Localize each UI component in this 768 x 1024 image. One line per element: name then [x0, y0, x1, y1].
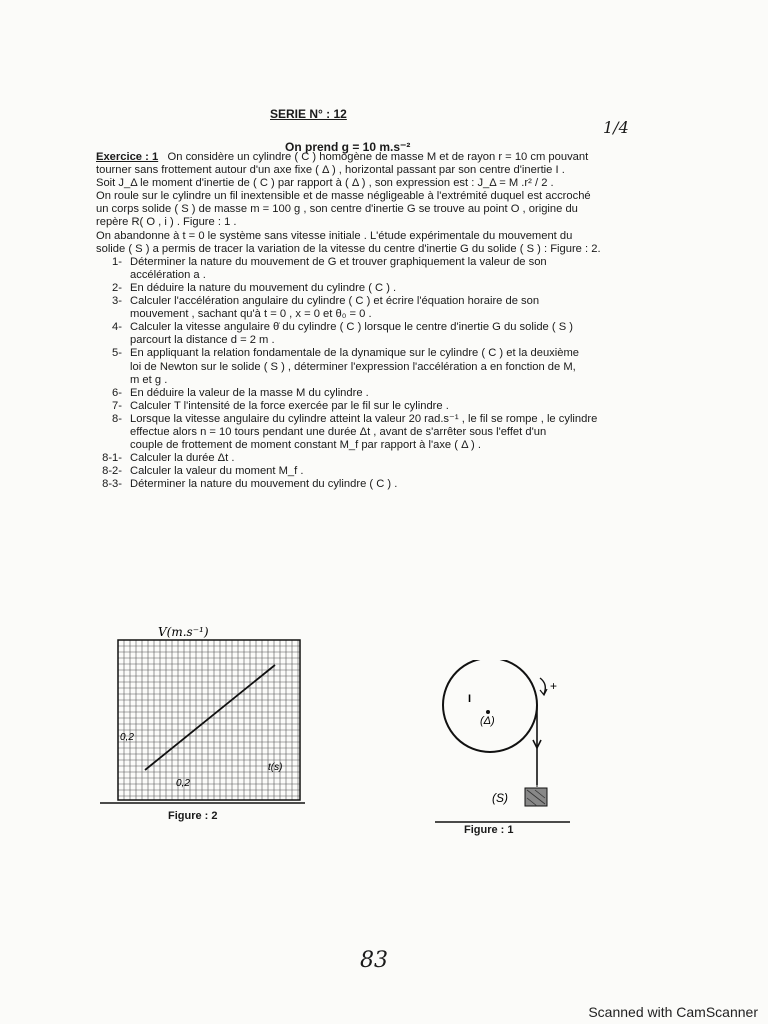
question-line	[96, 347, 696, 360]
intro-line: solide ( S ) a permis de tracer la variation de la vitesse du centre d'inertie G du solide ( S ) : Figure : 2.	[96, 242, 601, 255]
question-number	[96, 308, 130, 321]
question-line	[96, 387, 696, 400]
intro-line: Soit J_Δ le moment d'inertie de ( C ) par rapport à ( Δ ) , son expression est : J_Δ = M .r² / 2 .	[96, 177, 554, 190]
question-text: Calculer la durée Δt .	[130, 452, 235, 465]
figure-1-caption: Figure : 1	[464, 824, 514, 836]
page-marker: 1/4	[603, 118, 629, 137]
question-text: mouvement , sachant qu'à t = 0 , x = 0 et θ₀ = 0 .	[130, 308, 372, 321]
question-line	[96, 269, 696, 282]
question-line	[96, 439, 696, 452]
exercise-first-line	[96, 151, 696, 164]
question-number: 7-	[112, 399, 122, 412]
question-list	[96, 256, 696, 492]
question-number	[96, 426, 130, 439]
axis-label: (Δ)	[480, 715, 495, 727]
question-number	[96, 334, 130, 347]
question-number: 8-3-	[102, 478, 122, 491]
x-tick-label: 0,2	[176, 778, 190, 789]
scanner-watermark: Scanned with CamScanner	[588, 1004, 758, 1020]
question-text: Lorsque la vitesse angulaire du cylindre atteint la valeur 20 rad.s⁻¹ , le fil se rompe , le cylindre	[130, 412, 598, 425]
question-text: loi de Newton sur le solide ( S ) , déterminer l'expression l'accélération a en fonction de M,	[130, 360, 576, 373]
question-number: 1-	[112, 255, 122, 268]
question-text: m et g .	[130, 373, 168, 386]
question-line	[96, 334, 696, 347]
question-number	[96, 269, 130, 282]
y-tick-label: 0,2	[120, 732, 134, 743]
question-number	[96, 374, 130, 387]
y-axis-label: V(m.s⁻¹)	[158, 625, 209, 639]
question-line	[96, 426, 696, 439]
question-text: Calculer la vitesse angulaire θ̇ du cylindre ( C ) lorsque le centre d'inertie G du solide ( S )	[130, 321, 574, 334]
question-line	[96, 282, 696, 295]
question-text: En déduire la nature du mouvement du cylindre ( C ) .	[130, 281, 397, 294]
intro-line: un corps solide ( S ) de masse m = 100 g , son centre d'inertie G se trouve au point O , origine du	[96, 203, 578, 216]
rotation-sign: +	[550, 679, 558, 693]
question-number: 8-2-	[102, 465, 122, 478]
intro-line: On abandonne à t = 0 le système sans vitesse initiale . L'étude expérimentale du mouvement du	[96, 229, 573, 242]
question-text: accélération a .	[130, 268, 206, 281]
question-text: parcourt la distance d = 2 m .	[130, 334, 275, 347]
question-number	[96, 439, 130, 452]
solid-label: (S)	[492, 791, 508, 805]
question-number	[96, 361, 130, 374]
intro-line: On considère un cylindre ( C ) homogène de masse M et de rayon r = 10 cm pouvant	[167, 151, 589, 163]
question-text: Calculer la valeur du moment M_f .	[130, 465, 304, 478]
velocity-graph	[100, 620, 320, 830]
question-number: 8-	[112, 412, 122, 425]
gravity-value: On prend g = 10 m.s⁻²	[285, 140, 411, 154]
question-line	[96, 452, 696, 465]
figure-1	[430, 660, 580, 845]
question-text: effectue alors n = 10 tours pendant une durée Δt , avant de s'arrêter sous l'effet d'un	[130, 425, 547, 438]
question-text: En appliquant la relation fondamentale de la dynamique sur le cylindre ( C ) et la deuxième	[130, 347, 580, 360]
question-line	[96, 465, 696, 478]
question-line	[96, 321, 696, 334]
x-axis-label: t(s)	[268, 762, 283, 773]
question-line	[96, 308, 696, 321]
cylinder-circle	[443, 660, 537, 752]
question-number: 5-	[112, 347, 122, 360]
figure-2-caption: Figure : 2	[168, 810, 218, 822]
question-line	[96, 295, 696, 308]
question-text: Calculer l'accélération angulaire du cylindre ( C ) et écrire l'équation horaire de son	[130, 295, 540, 308]
intro-line: repère R( O , i ) . Figure : 1 .	[96, 216, 237, 229]
question-text: Calculer T l'intensité de la force exercée par le fil sur le cylindre .	[130, 399, 449, 412]
question-number: 2-	[112, 281, 122, 294]
exercise-title: Exercice : 1	[96, 151, 159, 163]
serie-title: SERIE N° : 12	[270, 107, 347, 121]
question-line	[96, 361, 696, 374]
question-line	[96, 400, 696, 413]
question-text: Déterminer la nature du mouvement du cylindre ( C ) .	[130, 478, 398, 491]
question-number: 8-1-	[102, 452, 122, 465]
question-number: 4-	[112, 321, 122, 334]
intro-line: tourner sans frottement autour d'un axe fixe ( Δ ) , horizontal passant par son centre d'inertie I .	[96, 164, 565, 177]
question-line	[96, 256, 696, 269]
question-number: 3-	[112, 295, 122, 308]
intro-line: On roule sur le cylindre un fil inextensible et de masse négligeable à l'extrémité duquel est accroché	[96, 190, 591, 203]
question-line	[96, 374, 696, 387]
handwritten-page-number: 83	[360, 948, 388, 973]
figure-2	[100, 620, 320, 830]
question-number: 6-	[112, 386, 122, 399]
question-line	[96, 413, 696, 426]
question-text: En déduire la valeur de la masse M du cylindre .	[130, 386, 369, 399]
center-label: I	[468, 693, 472, 705]
cylinder-diagram	[430, 660, 580, 845]
question-text: Déterminer la nature du mouvement de G et trouver graphiquement la valeur de son	[130, 255, 547, 268]
question-line	[96, 478, 696, 491]
question-text: couple de frottement de moment constant M_f par rapport à l'axe ( Δ ) .	[130, 439, 482, 452]
exercise-body	[96, 151, 696, 491]
